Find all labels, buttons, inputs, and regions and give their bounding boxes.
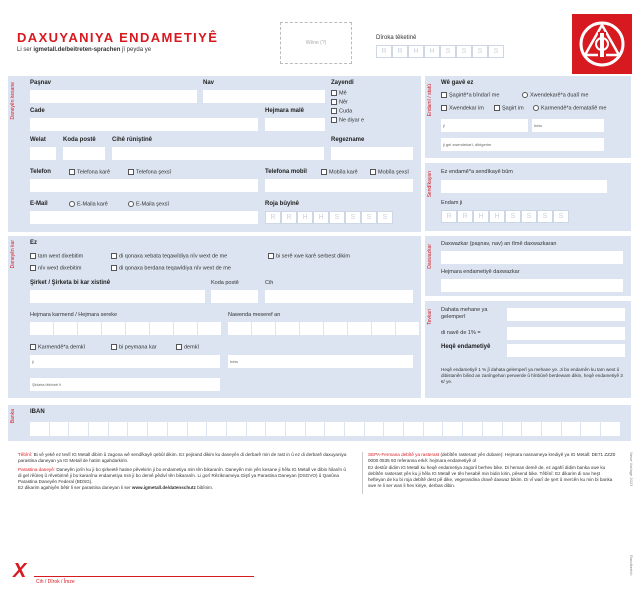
- checkbox[interactable]: [331, 117, 337, 123]
- work-option[interactable]: di qonaxa xebata teqawîdiya nîv wext de me: [111, 253, 227, 259]
- income-field[interactable]: [507, 308, 625, 321]
- firstname-field[interactable]: [203, 90, 325, 103]
- checkbox[interactable]: [494, 105, 500, 111]
- recruiter-number-label: Hejmara endametiyê daxwazkar: [441, 269, 520, 275]
- radio[interactable]: [533, 105, 539, 111]
- char-box[interactable]: [150, 322, 173, 335]
- iban-char-box[interactable]: [50, 422, 69, 436]
- iban-char-box[interactable]: [601, 422, 620, 436]
- email-private-option[interactable]: E-Maila şexsî: [128, 201, 169, 207]
- char-box[interactable]: [78, 322, 101, 335]
- char-box[interactable]: [252, 322, 275, 335]
- char-box[interactable]: [276, 322, 299, 335]
- gender-option[interactable]: Nêr: [331, 99, 348, 105]
- signature-line[interactable]: [34, 576, 254, 577]
- char-box[interactable]: [300, 322, 323, 335]
- email-field[interactable]: [30, 211, 258, 224]
- date-box[interactable]: R: [457, 210, 473, 223]
- iban-label: IBAN: [30, 409, 45, 415]
- iban-char-box[interactable]: [188, 422, 207, 436]
- gender-label: Zayendî: [331, 80, 354, 86]
- cost-center-label: Nawenda meseref an: [228, 312, 281, 318]
- section-label: Daxwazkar: [427, 244, 433, 269]
- section-label: Daneyên kesane: [10, 82, 16, 120]
- postcode-label: Koda postê: [63, 137, 96, 143]
- sepa-mandate-text: SEPA-Fermana debîtê ya rasterast (debîtên rasterast yên dubare): Hejmara nasnameya krediyê ya IG Metall: DE71 ZZZ0 0000 0535 93 referansa erkê: hejmara endametiyê ol Ez destûr didim IG Metall ku heqê endametiya zagonî berhev bike. Di heman demê de, ez agahî didim banka xwe ku debîtên rasterast yên ku ji hêla IG Metall ve tên hesabê min bidin kirin, pêsend bike. Têbînî: Ez dikarim di nav heşt hefteyan de ku bi roja debîtê dest pê dike, vegerandina dravê daxwaz bikim. Di vî warî de şert û mercên ku min bi banka xwe re li ser wan li hev kiriye, derbas dibin.: [368, 452, 616, 488]
- date-box[interactable]: S: [345, 211, 361, 224]
- iban-char-box[interactable]: [247, 422, 266, 436]
- phone-label: Telefon: [30, 169, 51, 175]
- date-box[interactable]: H: [424, 45, 440, 58]
- date-box[interactable]: R: [392, 45, 408, 58]
- personal-data-section: [8, 76, 421, 232]
- company-field[interactable]: [30, 290, 205, 303]
- checkbox[interactable]: [30, 265, 36, 271]
- income-label: Dahata mehane ya: [441, 307, 488, 313]
- date-box[interactable]: R: [281, 211, 297, 224]
- version-note: Neue Vorlage 2023: [629, 452, 634, 487]
- status-section: [425, 76, 631, 158]
- checkbox[interactable]: [331, 99, 337, 105]
- char-box[interactable]: [396, 322, 419, 335]
- datenschutz-link[interactable]: www.igmetall.de/datenschutz: [131, 485, 196, 490]
- iban-char-box[interactable]: [404, 422, 423, 436]
- contract-to-field[interactable]: heta: [228, 355, 413, 368]
- checkbox[interactable]: [111, 265, 117, 271]
- char-box[interactable]: [30, 322, 53, 335]
- work-option[interactable]: bi serê xwe karê serbest dikim: [268, 253, 350, 259]
- recruiter-name-field[interactable]: [441, 251, 623, 264]
- iban-char-box[interactable]: [483, 422, 502, 436]
- iban-char-box[interactable]: [542, 422, 561, 436]
- form-title: DAXUYANIYA ENDAMETIYÊ: [17, 30, 219, 45]
- employee-number-label: Hejmara karmend / Hejmara sereke: [30, 312, 118, 318]
- iban-char-box[interactable]: [581, 422, 600, 436]
- date-box[interactable]: S: [361, 211, 377, 224]
- house-number-label: Hejmara malê: [265, 108, 305, 114]
- date-box[interactable]: R: [441, 210, 457, 223]
- union-name-field[interactable]: [441, 180, 607, 193]
- char-box[interactable]: [348, 322, 371, 335]
- status-option[interactable]: Xwendekar im: [441, 105, 484, 111]
- firstname-label: Nav: [203, 80, 215, 86]
- date-box[interactable]: S: [537, 210, 553, 223]
- union-heading: Ez endamê*a sendîkayê bûm: [441, 169, 513, 175]
- char-box[interactable]: [372, 322, 395, 335]
- iban-char-box[interactable]: [109, 422, 128, 436]
- phone-private-option[interactable]: Telefona şexsî: [128, 169, 171, 175]
- work-option[interactable]: tam wext dixebitim: [30, 253, 83, 259]
- status-option[interactable]: Karmendê*a dematalîê me: [533, 105, 606, 111]
- status-from-field[interactable]: ji: [441, 119, 528, 132]
- checkbox[interactable]: [268, 253, 274, 259]
- iban-char-box[interactable]: [365, 422, 384, 436]
- work-option[interactable]: nîv wext dixebitim: [30, 265, 81, 271]
- phone-field[interactable]: [30, 179, 258, 192]
- recruiter-number-field[interactable]: [441, 279, 623, 292]
- lending-company-field[interactable]: Şirketa lêkirinê li: [30, 378, 220, 391]
- iban-char-box[interactable]: [325, 422, 344, 436]
- status-info-field[interactable]: ji gel xwendekarî, dibigerim: [441, 138, 604, 151]
- street-field[interactable]: [30, 118, 258, 131]
- date-box[interactable]: S: [505, 210, 521, 223]
- member-since-boxes[interactable]: [441, 210, 569, 223]
- iban-char-box[interactable]: [89, 422, 108, 436]
- form-subtitle: Li ser igmetall.de/beitreten-sprachen jî peyda ye: [17, 47, 152, 53]
- date-box[interactable]: H: [489, 210, 505, 223]
- income-gross-label: gelemperî: [441, 314, 466, 320]
- mobile-work-option[interactable]: Mobîla karê: [321, 169, 358, 175]
- char-box[interactable]: [198, 322, 221, 335]
- iban-char-box[interactable]: [128, 422, 147, 436]
- gender-option[interactable]: Cuda: [331, 108, 352, 114]
- country-field[interactable]: [30, 147, 56, 160]
- checkbox[interactable]: [111, 253, 117, 259]
- membership-fee-field[interactable]: [507, 344, 625, 357]
- iban-char-box[interactable]: [286, 422, 305, 436]
- char-box[interactable]: [324, 322, 347, 335]
- checkbox[interactable]: [441, 92, 447, 98]
- char-box[interactable]: [54, 322, 77, 335]
- checkbox[interactable]: [331, 90, 337, 96]
- margin-note: Randberich: [629, 555, 634, 576]
- date-box[interactable]: S: [521, 210, 537, 223]
- date-box[interactable]: H: [473, 210, 489, 223]
- birthdate-boxes[interactable]: [265, 211, 393, 224]
- company-label: Şirket / Şirketa bi kar xistinê: [30, 280, 111, 286]
- mobile-label: Telefona mobîl: [265, 169, 307, 175]
- iban-char-box[interactable]: [384, 422, 403, 436]
- signature-x-mark: X: [13, 560, 27, 582]
- recruiter-name-label: Daxwazkar (paşnav, nav) an tîmê daxwazkaran: [441, 241, 557, 247]
- contract-option[interactable]: bi peymana kar: [111, 344, 157, 350]
- checkbox[interactable]: [30, 253, 36, 259]
- cost-center-boxes[interactable]: [228, 322, 419, 335]
- union-section: [425, 163, 631, 231]
- date-box[interactable]: R: [265, 211, 281, 224]
- date-box[interactable]: H: [408, 45, 424, 58]
- date-box[interactable]: H: [297, 211, 313, 224]
- checkbox[interactable]: [321, 169, 327, 175]
- status-option[interactable]: Şagirt im: [494, 105, 524, 111]
- footer-divider: [362, 452, 363, 494]
- email-label: E-Mail: [30, 201, 48, 207]
- char-box[interactable]: [126, 322, 149, 335]
- one-percent-field[interactable]: [507, 327, 625, 340]
- date-box[interactable]: S: [377, 211, 393, 224]
- employee-number-boxes[interactable]: [30, 322, 221, 335]
- status-option[interactable]: Şagirtê*a bîndarî me: [441, 92, 499, 98]
- bank-section: [8, 405, 631, 441]
- mobile-field[interactable]: [265, 179, 413, 192]
- lastname-label: Paşnav: [30, 80, 52, 86]
- birthdate-label: Roja bûyînê: [265, 201, 300, 207]
- employment-section: [8, 236, 421, 398]
- fee-section: [425, 301, 631, 398]
- iban-char-box[interactable]: [345, 422, 364, 436]
- city-label: Cihê rûniştinê: [112, 137, 153, 143]
- entry-date-label: Dîroka têketinê: [376, 35, 417, 41]
- date-box[interactable]: R: [376, 45, 392, 58]
- iban-char-box[interactable]: [30, 422, 49, 436]
- iban-char-box[interactable]: [168, 422, 187, 436]
- checkbox[interactable]: [128, 169, 134, 175]
- nationality-field[interactable]: [331, 147, 413, 160]
- radio[interactable]: [522, 92, 528, 98]
- section-label: Daneyên kar: [10, 240, 16, 269]
- checkbox[interactable]: [30, 344, 36, 350]
- gender-option[interactable]: Mê: [331, 90, 347, 96]
- iban-char-box[interactable]: [207, 422, 226, 436]
- company-city-field[interactable]: [265, 290, 413, 303]
- date-box[interactable]: S: [329, 211, 345, 224]
- nationality-label: Regezname: [331, 137, 365, 143]
- lastname-field[interactable]: [30, 90, 197, 103]
- iban-char-box[interactable]: [69, 422, 88, 436]
- street-label: Cade: [30, 108, 45, 114]
- section-label: Banka: [10, 409, 16, 424]
- entry-date-boxes[interactable]: [376, 45, 504, 58]
- mobile-private-option[interactable]: Mobîla şexsî: [370, 169, 409, 175]
- contract-option[interactable]: demkî: [176, 344, 199, 350]
- date-box[interactable]: S: [440, 45, 456, 58]
- postcode-field[interactable]: [63, 147, 105, 160]
- char-box[interactable]: [228, 322, 251, 335]
- iban-char-box[interactable]: [463, 422, 482, 436]
- iban-char-box[interactable]: [424, 422, 443, 436]
- section-label: Tevkari: [427, 309, 433, 325]
- radio[interactable]: [128, 201, 134, 207]
- checkbox[interactable]: [370, 169, 376, 175]
- status-heading: Wê gavê ez: [441, 80, 474, 86]
- member-since-label: Endam ji: [441, 200, 463, 206]
- company-city-label: Cih: [265, 280, 274, 286]
- contract-option[interactable]: Karmendê*a demkî: [30, 344, 85, 350]
- date-box[interactable]: S: [488, 45, 504, 58]
- country-label: Welat: [30, 137, 46, 143]
- work-option[interactable]: di qonaxa berdana teqawîdiya nîv wext de me: [111, 265, 231, 271]
- date-box[interactable]: S: [472, 45, 488, 58]
- phone-work-option[interactable]: Telefona karê: [69, 169, 110, 175]
- iban-boxes[interactable]: [30, 422, 620, 436]
- fee-note: Heqê endametiyê 1 % jî dahata gelemperî ya mehane ye. Ji bo endamên ku tam wext û dibistanên bilind an zanîngehan perwerde û hînbûnê berdewam dikin, heqê endametiyê 3 €/ ye.: [441, 367, 623, 384]
- date-box[interactable]: S: [456, 45, 472, 58]
- date-box[interactable]: S: [553, 210, 569, 223]
- date-box[interactable]: H: [313, 211, 329, 224]
- iban-char-box[interactable]: [148, 422, 167, 436]
- char-box[interactable]: [174, 322, 197, 335]
- iban-char-box[interactable]: [266, 422, 285, 436]
- iban-char-box[interactable]: [562, 422, 581, 436]
- checkbox[interactable]: [111, 344, 117, 350]
- section-label: Sendîkayan: [427, 171, 433, 198]
- house-number-field[interactable]: [265, 118, 325, 131]
- ig-metall-logo: [572, 14, 632, 74]
- recruiter-section: [425, 236, 631, 296]
- email-work-option[interactable]: E-Maila karê: [69, 201, 108, 207]
- photo-placeholder: Wêne (?): [280, 22, 352, 64]
- gender-option[interactable]: Ne diyar e: [331, 117, 364, 123]
- checkbox[interactable]: [69, 169, 75, 175]
- contract-from-field[interactable]: ji: [30, 355, 220, 368]
- city-field[interactable]: [112, 147, 324, 160]
- company-postcode-label: Koda postê: [211, 280, 239, 286]
- checkbox[interactable]: [441, 105, 447, 111]
- status-option[interactable]: Xwendekarê*a dualî me: [522, 92, 588, 98]
- iban-char-box[interactable]: [306, 422, 325, 436]
- one-percent-label: di navê de 1% =: [441, 330, 481, 336]
- iban-char-box[interactable]: [227, 422, 246, 436]
- iban-char-box[interactable]: [522, 422, 541, 436]
- status-to-field[interactable]: heta: [532, 119, 604, 132]
- char-box[interactable]: [102, 322, 125, 335]
- checkbox[interactable]: [331, 108, 337, 114]
- radio[interactable]: [69, 201, 75, 207]
- membership-fee-label: Heqê endametiyê: [441, 344, 491, 350]
- subtitle-link[interactable]: igmetall.de/beitreten-sprachen: [33, 47, 121, 53]
- signature-label: Cih / Dîrok / Îmze: [36, 579, 75, 585]
- iban-char-box[interactable]: [443, 422, 462, 436]
- checkbox[interactable]: [176, 344, 182, 350]
- company-postcode-field[interactable]: [211, 290, 258, 303]
- legal-notes-left: Têbînî: Bi vê yekê ez tevlî IG Metall dibim û zagona wê sendîkayê qebûl dikim. Ez pejirand dikim ku daneyên di derbarê min de rast in û ez di derbarê daxuyaniya parastina daneyan ya IG Metall de hatim agahdarkirin. Parastina daneyê: Daneyên jorîn ku ji bo şirkeetê hatine pêvekirin ji bo endametiya min tên bikaranîn. Daneyên min yên kesane ji hêla IG Metall ve dibin hilanîn û di gel rêûreş û rêvebirinê ji bo karanîna endametiya min ji bo demê pêdivî tên bikaranîn. Li gorî Rêziknameya Giştî ya Parastina Daneyan (DSGVO) û Qanûna Parastina Daneyên Federal (BDSG). Ez dikarim agahiyên bêtir li ser parastina daneyan li ser www.igmetall.de/datenschutz bibînim.: [18, 452, 347, 490]
- ez-label: Ez: [30, 240, 38, 246]
- section-label: Endamî / statû: [427, 84, 433, 117]
- iban-char-box[interactable]: [503, 422, 522, 436]
